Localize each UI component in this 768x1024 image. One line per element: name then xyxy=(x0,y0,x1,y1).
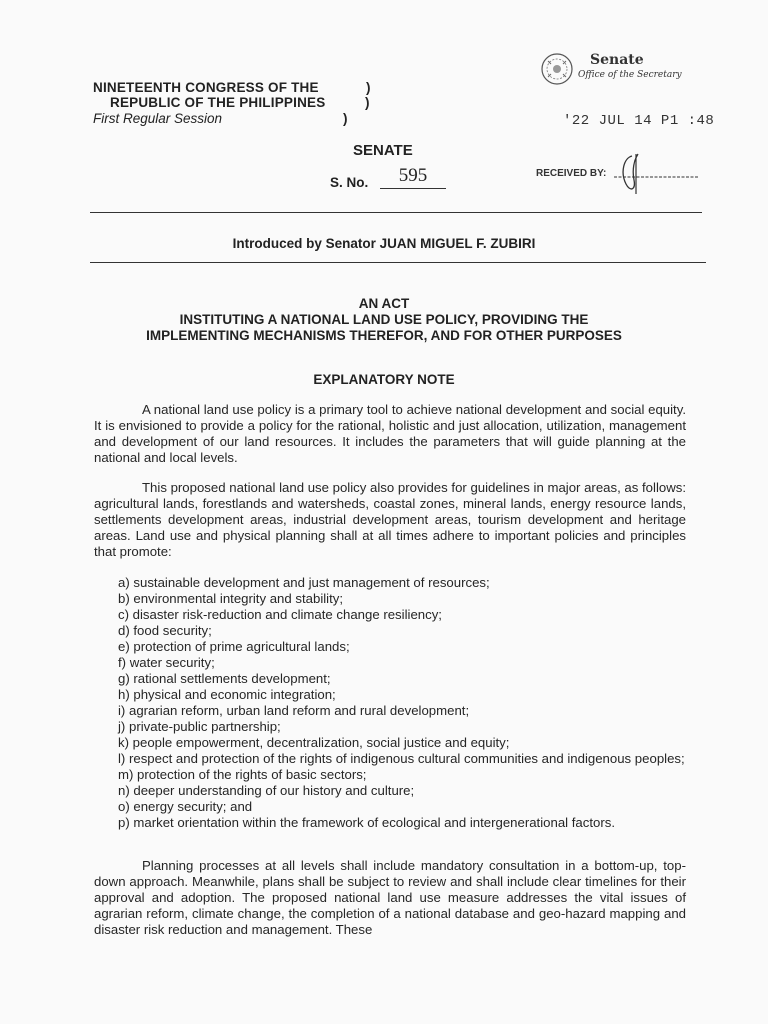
paragraph-3: Planning processes at all levels shall include mandatory consultation in a bottom-up, top-down approach. Meanwhile, plans shall be subject to review and shall include clear timelines for their approval and adoption. The proposed national land use measure addresses the vital issues of agrarian reform, climate change, the completion of a national database and geo-hazard mapping and disaster risk reduction and management. These xyxy=(94,858,686,937)
divider-bottom xyxy=(90,262,706,263)
list-item: i) agrarian reform, urban land reform and rural development; xyxy=(118,703,470,718)
list-item: f) water security; xyxy=(118,655,215,670)
list-item: e) protection of prime agricultural lands; xyxy=(118,639,350,654)
act-line-2: INSTITUTING A NATIONAL LAND USE POLICY, PROVIDING THE xyxy=(179,312,589,327)
list-item: l) respect and protection of the rights of indigenous cultural communities and indigenous peoples; xyxy=(118,751,685,766)
signature-mark xyxy=(602,150,708,196)
list-item: b) environmental integrity and stability; xyxy=(118,591,344,606)
act-line-3: IMPLEMENTING MECHANISMS THEREFOR, AND FOR OTHER PURPOSES xyxy=(146,328,622,343)
list-item: k) people empowerment, decentralization, social justice and equity; xyxy=(118,735,510,750)
stamp-senate-text: Senate xyxy=(590,52,644,68)
list-item: h) physical and economic integration; xyxy=(118,687,336,702)
principles-list xyxy=(118,575,690,831)
list-item: o) energy security; and xyxy=(118,799,253,814)
list-item: m) protection of the rights of basic sectors; xyxy=(118,767,367,782)
list-item: n) deeper understanding of our history and culture; xyxy=(118,783,415,798)
act-title-block xyxy=(0,296,768,344)
bill-number-label: S. No. xyxy=(330,175,369,190)
list-item: a) sustainable development and just management of resources; xyxy=(118,575,490,590)
paren-1: ) xyxy=(366,80,371,95)
session-label: First Regular Session xyxy=(93,111,223,126)
paren-2: ) xyxy=(365,95,370,110)
list-item: d) food security; xyxy=(118,623,212,638)
paragraph-2: This proposed national land use policy also provides for guidelines in major areas, as follows: agricultural lands, forestlands and watersheds, coastal zones, mineral lands, energy resource lands, settlements development areas, industrial development areas, tourism development and heritage areas. Land use and physical planning shall at all times adhere to important policies and principles that promote: xyxy=(94,480,686,559)
stamp-office-text: Office of the Secretary xyxy=(578,70,682,80)
introduced-by: Introduced by Senator JUAN MIGUEL F. ZUBIRI xyxy=(232,236,536,251)
received-by-label: RECEIVED BY: xyxy=(536,168,607,179)
list-item: p) market orientation within the framework of ecological and intergenerational factors. xyxy=(118,815,615,830)
list-item: g) rational settlements development; xyxy=(118,671,331,686)
bill-number-value: 595 xyxy=(380,164,446,189)
divider-top xyxy=(90,212,702,213)
paren-3: ) xyxy=(343,111,348,126)
act-line-1: AN ACT xyxy=(358,296,410,311)
congress-line-2: REPUBLIC OF THE PHILIPPINES xyxy=(110,95,326,110)
congress-line-1: NINETEENTH CONGRESS OF THE xyxy=(93,80,319,95)
list-item: j) private-public partnership; xyxy=(118,719,281,734)
explanatory-note-heading: EXPLANATORY NOTE xyxy=(313,372,455,387)
list-item: c) disaster risk-reduction and climate change resiliency; xyxy=(118,607,442,622)
senate-title: SENATE xyxy=(353,142,413,159)
paragraph-1: A national land use policy is a primary tool to achieve national development and social equity. It is envisioned to provide a policy for the rational, holistic and just allocation, utilization, management and development of our land resources. It includes the parameters that will guide planning at the national and local levels. xyxy=(94,402,686,465)
stamp-date: '22 JUL 14 P1 :48 xyxy=(563,113,715,129)
senate-seal-icon xyxy=(538,52,576,86)
